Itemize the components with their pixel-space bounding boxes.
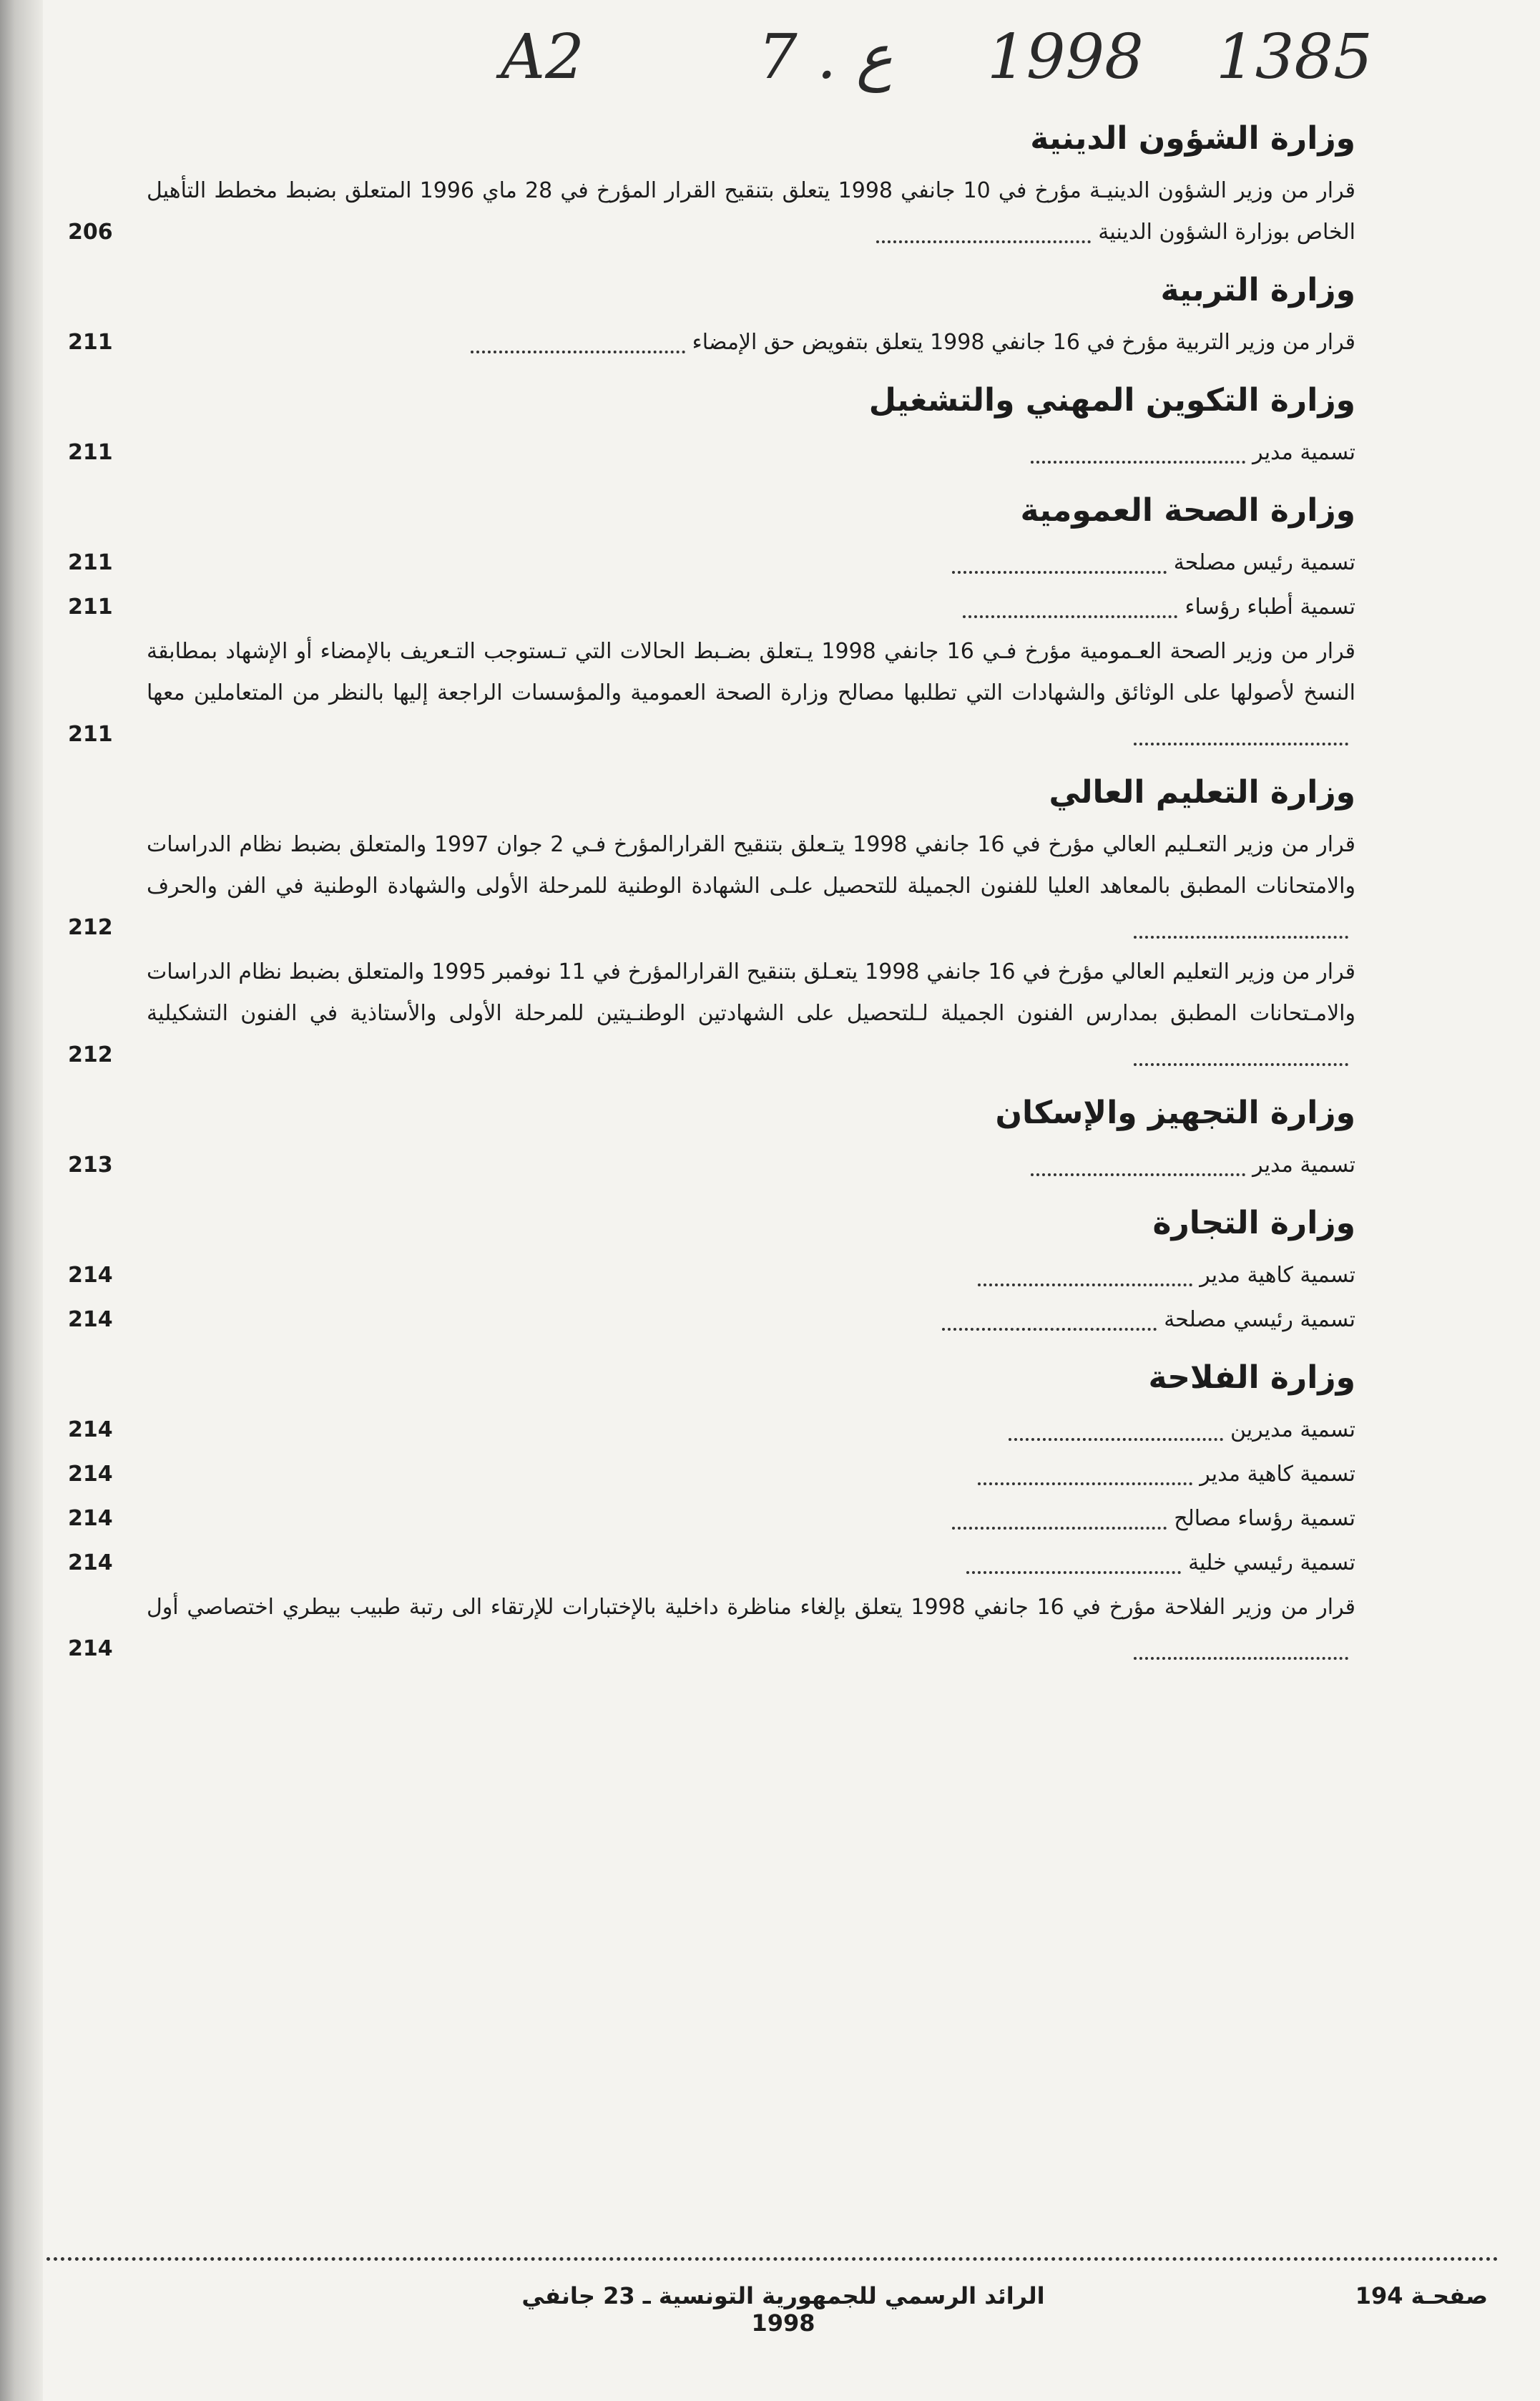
entry-page: 211 xyxy=(68,595,113,620)
handwritten-notes xyxy=(501,21,1395,107)
toc-entry xyxy=(68,322,1355,363)
entry-text: تسمية رئيسي مصلحة xyxy=(1164,1307,1355,1332)
leader-dots xyxy=(1031,461,1245,464)
section-heading: وزارة التجهيز والإسكان xyxy=(995,1095,1355,1131)
toc-entry xyxy=(68,587,1355,628)
entry-text: تسمية رؤساء مصالح xyxy=(1174,1506,1355,1531)
entry-page: 212 xyxy=(68,915,113,940)
entry-page: 211 xyxy=(68,330,113,355)
section-heading: وزارة الصحة العمومية xyxy=(1020,492,1355,529)
entry-page: 214 xyxy=(68,1462,113,1487)
leader-dots xyxy=(952,1527,1167,1530)
section-agriculture xyxy=(68,1356,1355,1670)
toc-entry xyxy=(68,1145,1355,1186)
section-higher-education xyxy=(68,771,1355,1076)
toc-entry xyxy=(68,1542,1355,1584)
leader-dots xyxy=(1031,1173,1245,1176)
entry-text: تسمية كاهية مدير xyxy=(1200,1462,1355,1487)
section-education xyxy=(68,269,1355,363)
toc-entry xyxy=(68,1299,1355,1341)
note-year: 1998 xyxy=(987,21,1144,93)
section-heading: وزارة الفلاحة xyxy=(1148,1359,1355,1396)
page-footer xyxy=(46,2257,1499,2347)
entry-text: قرار من وزير الصحة العـمومية مؤرخ فـي 16 جانفي 1998 يـتعلق بضـبط الحالات التي تـستوجب التـعريف بالإمضاء أو الإشهاد بمطابقة النسخ لأصولها على الوثائق والشهادات التي تطلبها مصالح وزارة الصحة العمومية والمؤسسات الراجعة إليها بالنظر من المتعاملين معها xyxy=(147,639,1355,705)
entry-text: قرار من وزير الفلاحة مؤرخ في 16 جانفي 1998 يتعلق بإلغاء مناظرة داخلية بالإختبارات للإرتقاء الى رتبة طبيب بيطري اختصاصي أول xyxy=(147,1595,1355,1620)
leader-dots xyxy=(963,615,1177,618)
leader-dots xyxy=(952,571,1167,574)
entry-page: 212 xyxy=(68,1042,113,1067)
toc-entry xyxy=(68,170,1355,253)
toc-entry xyxy=(68,1454,1355,1495)
entry-page: 214 xyxy=(68,1263,113,1288)
section-vocational-training xyxy=(68,379,1355,474)
leader-dots xyxy=(1134,936,1348,939)
section-heading: وزارة التربية xyxy=(1160,272,1355,308)
entry-text: قرار من وزير التربية مؤرخ في 16 جانفي 1998 يتعلق بتفويض حق الإمضاء xyxy=(692,330,1355,355)
entry-page: 211 xyxy=(68,550,113,575)
entry-text: تسمية مديرين xyxy=(1230,1417,1355,1442)
entry-page: 211 xyxy=(68,440,113,465)
toc-entry xyxy=(68,631,1355,755)
table-of-contents xyxy=(68,107,1355,1686)
entry-text: قرار من وزير التعـليم العالي مؤرخ في 16 جانفي 1998 يتـعلق بتنقيح القرارالمؤرخ فـي 2 جوان 1997 والمتعلق بضبط نظام الدراسات والامتحانات المطبق بالمعاهد العليا للفنون الجميلة للتحصيل علـى الشهادة الوطنية للمرحلة الأولى والشهادة الوطنية في الفن والحرف xyxy=(147,832,1356,899)
note-date: 7 . ع xyxy=(758,21,893,93)
section-public-health xyxy=(68,489,1355,755)
leader-dots xyxy=(978,1283,1192,1286)
section-commerce xyxy=(68,1202,1355,1341)
entry-text: تسمية مدير xyxy=(1252,440,1355,465)
entry-text: قرار من وزير التعليم العالي مؤرخ في 16 جانفي 1998 يتعـلق بتنقيح القرارالمؤرخ في 11 نوفمبر 1995 والمتعلق بضبط نظام الدراسات والامـتحانات المطبق بمدارس الفنون الجميلة لـلتحصيل على الشهادتين الوطنـيتين للمرحلة الأولى والأستاذية في الفنون التشكيلية xyxy=(147,959,1356,1026)
leader-dots xyxy=(471,351,685,353)
section-religious-affairs xyxy=(68,117,1355,253)
entry-page: 214 xyxy=(68,1307,113,1332)
leader-dots xyxy=(1134,743,1348,745)
leader-dots xyxy=(942,1328,1157,1331)
toc-entry xyxy=(68,542,1355,584)
leader-dots xyxy=(978,1482,1192,1485)
entry-page: 214 xyxy=(68,1550,113,1575)
entry-page: 214 xyxy=(68,1417,113,1442)
entry-text: تسمية مدير xyxy=(1252,1153,1355,1178)
footer-journal-title: الرائد الرسمي للجمهورية التونسية ـ 23 جانفي 1998 xyxy=(521,2282,1045,2337)
entry-text: قرار من وزير الشؤون الدينيـة مؤرخ في 10 جانفي 1998 يتعلق بتنقيح القرار المؤرخ في 28 ماي 1996 المتعلق بضبط مخطط التأهيل الخاص بوزارة الشؤون الدينية xyxy=(147,178,1356,245)
leader-dots xyxy=(1134,1063,1348,1066)
entry-text: تسمية أطباء رؤساء xyxy=(1185,595,1355,620)
section-heading: وزارة التكوين المهني والتشغيل xyxy=(868,382,1355,419)
leader-dots xyxy=(1134,1657,1348,1660)
entry-page: 213 xyxy=(68,1153,113,1178)
footer-page-number: صفحـة 194 xyxy=(1355,2282,1488,2309)
section-heading: وزارة الشؤون الدينية xyxy=(1030,120,1355,157)
section-heading: وزارة التجارة xyxy=(1152,1205,1355,1241)
toc-entry xyxy=(68,952,1355,1076)
entry-page: 214 xyxy=(68,1636,113,1661)
scan-edge xyxy=(0,0,43,2401)
toc-entry xyxy=(68,1255,1355,1296)
entry-page: 211 xyxy=(68,722,113,747)
entry-text: تسمية رئيس مصلحة xyxy=(1173,550,1355,575)
leader-dots xyxy=(876,240,1091,243)
section-heading: وزارة التعليم العالي xyxy=(1049,774,1355,811)
toc-entry xyxy=(68,1587,1355,1670)
entry-text: تسمية رئيسي خلية xyxy=(1188,1550,1355,1575)
toc-entry xyxy=(68,432,1355,474)
leader-dots xyxy=(966,1571,1181,1574)
entry-page: 214 xyxy=(68,1506,113,1531)
note-number: 1385 xyxy=(1216,21,1373,93)
entry-page: 206 xyxy=(68,220,113,245)
toc-entry xyxy=(68,1409,1355,1451)
section-equipment-housing xyxy=(68,1092,1355,1186)
note-a2: A2 xyxy=(501,21,584,93)
leader-dots xyxy=(1009,1438,1223,1441)
entry-text: تسمية كاهية مدير xyxy=(1200,1263,1355,1288)
toc-entry xyxy=(68,824,1355,949)
toc-entry xyxy=(68,1498,1355,1540)
